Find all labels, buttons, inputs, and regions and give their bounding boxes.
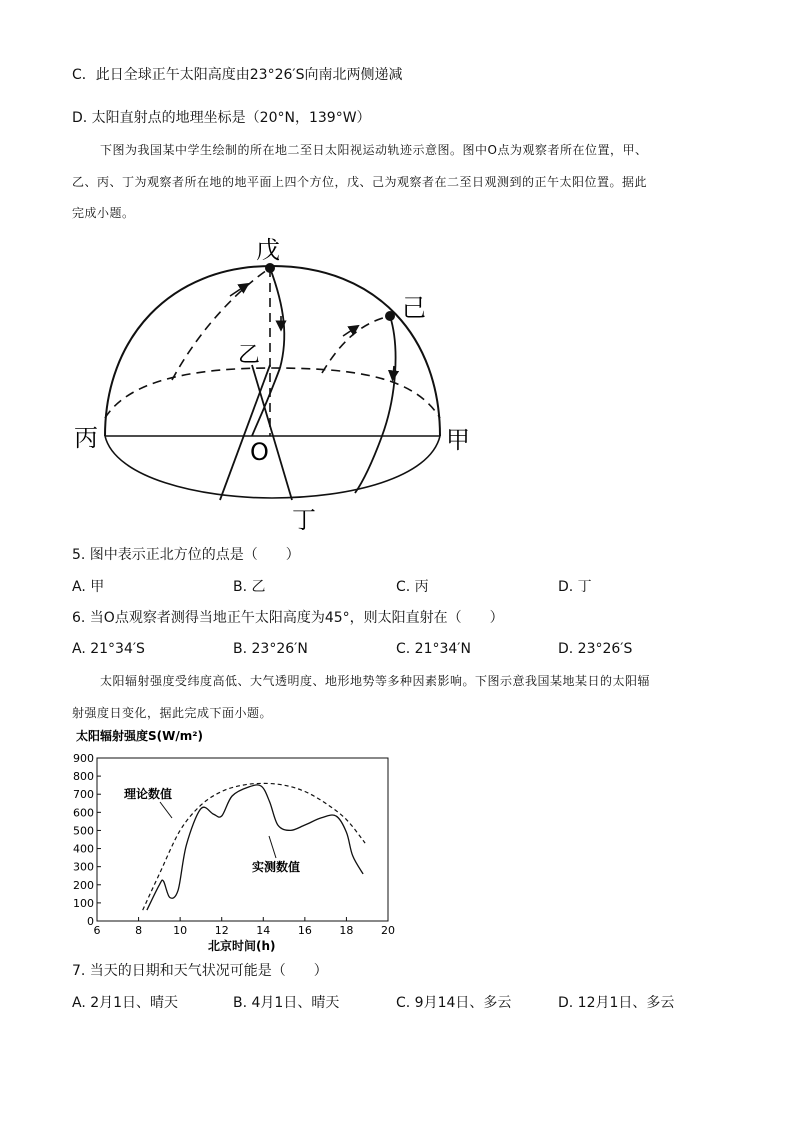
- x-tick-label: 6: [93, 924, 101, 937]
- sun-position-ji: [385, 311, 395, 321]
- series-measured-label: 实测数值: [252, 860, 301, 874]
- x-tick-label: 20: [381, 924, 395, 937]
- intro1-line-1: 下图为我国某中学生绘制的所在地二至日太阳视运动轨迹示意图。图中O点为观察者所在位置，甲、: [100, 143, 648, 157]
- series-measured-line: [147, 785, 363, 910]
- label-o: O: [250, 438, 269, 466]
- sun-path-solid-2: [355, 316, 396, 493]
- axis-line-yi-ding: [252, 365, 292, 500]
- label-yi: 乙: [238, 343, 261, 368]
- sun-path-diagram: [60, 228, 480, 538]
- y-tick-label: 200: [73, 878, 94, 892]
- label-jia: 甲: [446, 426, 470, 454]
- series-theory-label: 理论数值: [124, 787, 173, 801]
- x-tick-label: 10: [173, 924, 188, 937]
- option-d-line: D. 太阳直射点的地理坐标是（20°N，139°W）: [72, 110, 371, 126]
- y-tick-label: 800: [73, 770, 94, 784]
- plot-frame: [97, 758, 388, 921]
- x-tick-label: 18: [339, 924, 354, 937]
- q6-option-a[interactable]: A. 21°34′S: [72, 641, 145, 657]
- axis-line-cross: [220, 365, 270, 500]
- intro1-line-3: 完成小题。: [72, 206, 135, 220]
- label-ding: 丁: [292, 506, 316, 534]
- q7-option-b[interactable]: B. 4月1日、晴天: [233, 995, 340, 1011]
- y-tick-label: 900: [73, 752, 94, 765]
- intro1-line-2: 乙、丙、丁为观察者所在地的地平面上四个方位，戊、己为观察者在二至日观测到的正午太阳位置。据此: [72, 175, 648, 189]
- q7-option-c[interactable]: C. 9月14日、多云: [396, 995, 512, 1011]
- q5-option-b[interactable]: B. 乙: [233, 579, 266, 595]
- q6-stem: 6. 当O点观察者测得当地正午太阳高度为45°，则太阳直射在（ ）: [72, 610, 504, 626]
- q7-option-a[interactable]: A. 2月1日、晴天: [72, 995, 179, 1011]
- sun-path-solid-1: [270, 268, 284, 368]
- x-tick-label: 8: [135, 924, 143, 937]
- intro2-line-2: 射强度日变化，据此完成下面小题。: [72, 706, 273, 720]
- y-tick-label: 100: [73, 896, 94, 910]
- q6-option-c[interactable]: C. 21°34′N: [396, 641, 471, 657]
- q5-option-a[interactable]: A. 甲: [72, 579, 105, 595]
- series-theory-line: [143, 783, 365, 910]
- y-tick-label: 700: [73, 788, 94, 802]
- q5-option-c[interactable]: C. 丙: [396, 579, 429, 595]
- label-ji: 己: [402, 294, 426, 322]
- q6-option-b[interactable]: B. 23°26′N: [233, 641, 308, 657]
- q5-stem: 5. 图中表示正北方位的点是（ ）: [72, 547, 300, 563]
- y-tick-label: 500: [73, 824, 94, 838]
- sun-path-dashed-2: [322, 316, 390, 373]
- q7-option-d[interactable]: D. 12月1日、多云: [558, 995, 675, 1011]
- series-theory-leader: [160, 802, 172, 818]
- q7-stem: 7. 当天的日期和天气状况可能是（ ）: [72, 963, 328, 979]
- x-tick-label: 14: [256, 924, 271, 937]
- chart-title: 太阳辐射强度S(W/m²): [76, 729, 203, 743]
- intro2-line-1: 太阳辐射强度受纬度高低、大气透明度、地形地势等多种因素影响。下图示意我国某地某日的太阳辐: [100, 674, 651, 688]
- chart-xlabel: 北京时间(h): [208, 939, 276, 953]
- y-tick-label: 400: [73, 842, 94, 856]
- series-measured-leader: [269, 836, 276, 858]
- y-tick-label: 0: [87, 915, 94, 928]
- ground-ellipse-front: [105, 436, 440, 498]
- sun-position-wu: [265, 263, 275, 273]
- x-tick-label: 16: [297, 924, 312, 937]
- radiation-chart: [60, 724, 405, 956]
- x-tick-label: 12: [214, 924, 229, 937]
- q5-option-d[interactable]: D. 丁: [558, 579, 592, 595]
- label-wu: 戊: [256, 236, 280, 264]
- label-bing: 丙: [74, 424, 98, 452]
- y-tick-label: 600: [73, 806, 94, 820]
- y-tick-label: 300: [73, 860, 94, 874]
- option-c-line: C．此日全球正午太阳高度由23°26′S向南北两侧递减: [72, 67, 403, 83]
- q6-option-d[interactable]: D. 23°26′S: [558, 641, 633, 657]
